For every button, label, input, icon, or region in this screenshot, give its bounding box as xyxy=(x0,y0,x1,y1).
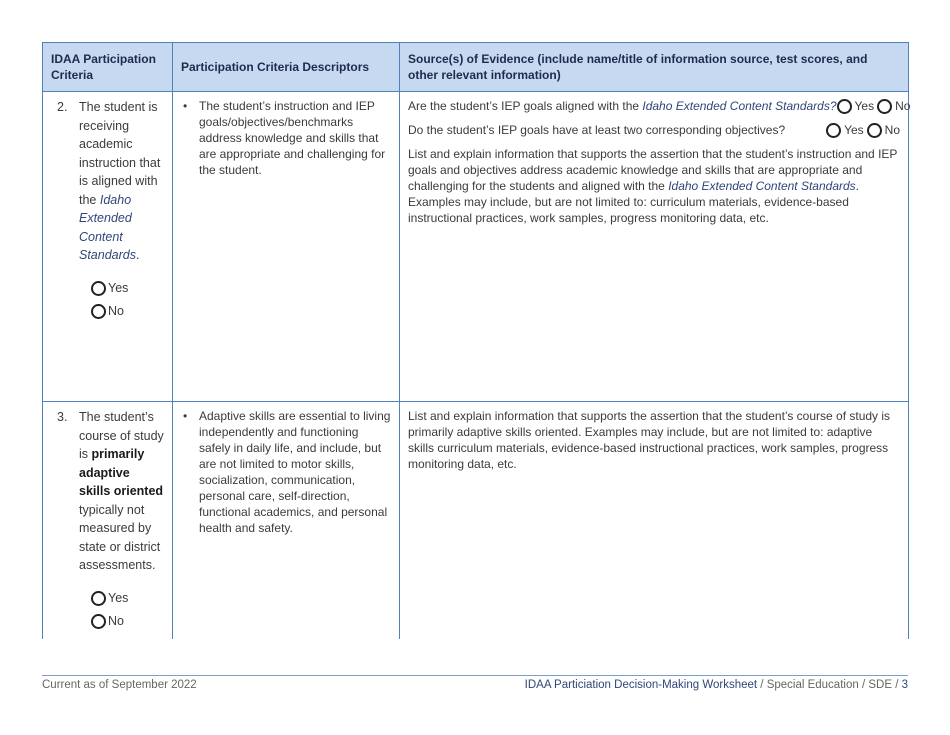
criteria-cell xyxy=(43,402,173,639)
descriptor-cell xyxy=(173,402,400,639)
radio-button-icon[interactable] xyxy=(877,99,892,114)
radio-button-icon[interactable] xyxy=(867,123,882,138)
q2-yes-label[interactable]: Yes xyxy=(844,123,864,137)
radio-button-icon[interactable] xyxy=(91,281,106,296)
criteria-cell xyxy=(43,92,173,402)
page-number: 3 xyxy=(901,679,908,691)
criteria-no-option[interactable]: No xyxy=(91,610,164,633)
question-standards-aligned: Are the student’s IEP goals aligned with the Idaho Extended Content Standards? Yes No xyxy=(408,99,911,113)
table-row xyxy=(43,402,909,639)
footer-title: IDAA Particiation Decision-Making Worksheet / Special Education / SDE / 3 xyxy=(524,679,908,691)
footer-date: Current as of September 2022 xyxy=(42,679,197,691)
criteria-no-option[interactable]: No xyxy=(91,300,164,323)
evidence-cell xyxy=(400,402,909,639)
question-two-objectives: Do the student’s IEP goals have at least two corresponding objectives? Yes No xyxy=(408,123,900,137)
q1-no-label[interactable]: No xyxy=(895,99,911,113)
table-row xyxy=(43,92,909,402)
header-evidence: Source(s) of Evidence (include name/title of information source, test scores, and other relevant information) xyxy=(400,43,909,92)
radio-button-icon[interactable] xyxy=(91,591,106,606)
criteria-yes-option[interactable]: Yes xyxy=(91,587,164,610)
table-header-row xyxy=(43,43,909,92)
bullet-icon: • xyxy=(183,409,188,423)
descriptor-text: The student’s instruction and IEP goals/objectives/benchmarks address knowledge and skills that are appropriate and challenging for the student. xyxy=(199,99,386,177)
standards-link-text: Idaho Extended Content Standards xyxy=(79,192,136,262)
q1-yes-label[interactable]: Yes xyxy=(854,99,875,113)
page-footer xyxy=(42,675,908,691)
bullet-icon: • xyxy=(183,99,188,113)
descriptor-cell xyxy=(173,92,400,402)
criteria-yes-option[interactable]: Yes xyxy=(91,277,164,300)
header-descriptors: Participation Criteria Descriptors xyxy=(173,43,400,92)
criteria-text: The student’s course of study is primarily adaptive skills oriented typically not measured by state or district assessments. xyxy=(79,410,164,572)
radio-button-icon[interactable] xyxy=(837,99,852,114)
evidence-instructions: List and explain information that supports the assertion that the student’s course of study is primarily adaptive skills oriented. Examples may include, but are not limited to: adaptive skills curriculum materials, evidence-based instructional practices, work samples, progress monitoring data, etc. xyxy=(408,409,891,471)
criteria-number: 2. xyxy=(57,100,68,114)
q2-no-label[interactable]: No xyxy=(884,123,900,137)
descriptor-text: Adaptive skills are essential to living independently and functioning safely in daily life, and include, but are not limited to motor skills, socialization, communication, personal care, self-direction, functional academics, and personal health and safety. xyxy=(199,409,391,535)
criteria-text: The student is receiving academic instruction that is aligned with the Idaho Extended Content Standards. xyxy=(79,100,161,262)
radio-button-icon[interactable] xyxy=(91,614,106,629)
radio-button-icon[interactable] xyxy=(826,123,841,138)
radio-button-icon[interactable] xyxy=(91,304,106,319)
evidence-cell xyxy=(400,92,909,402)
criteria-number: 3. xyxy=(57,410,68,424)
criteria-table xyxy=(42,42,909,639)
evidence-instructions: List and explain information that supports the assertion that the student’s instruction and IEP goals and objectives address academic knowledge and skills that are appropriate and challenging for the students and aligned with the Idaho Extended Content Standards. Examples may include, but are not limited to: curriculum materials, evidence-based instructional practices, work samples, progress monitoring data, etc. xyxy=(408,147,898,225)
header-criteria: IDAA Participation Criteria xyxy=(43,43,173,92)
